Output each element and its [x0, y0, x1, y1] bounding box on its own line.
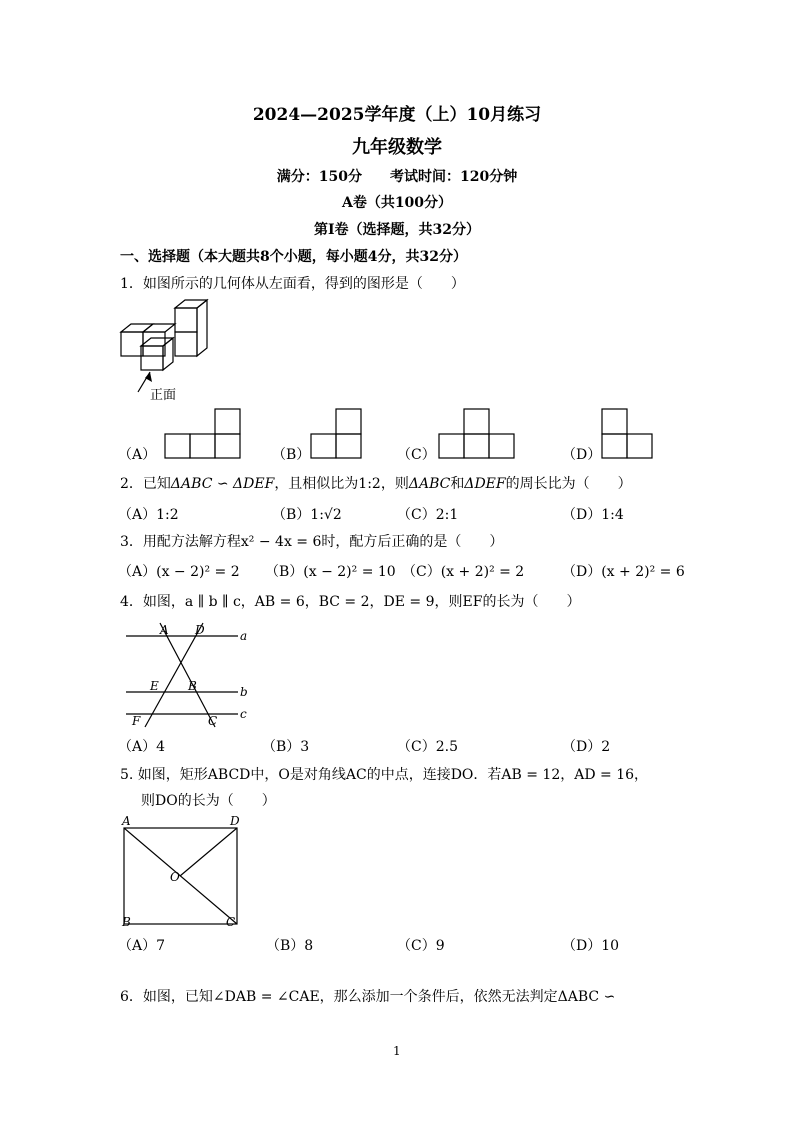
q3-option-b[interactable]: （B）(x − 2)² = 10	[265, 564, 396, 580]
q4-option-d[interactable]: （D）2	[562, 739, 611, 755]
q4-option-a[interactable]: （A）4	[118, 739, 166, 755]
q1-option-d-label[interactable]: （D）	[562, 447, 602, 463]
rect-point-d-label: D	[230, 814, 240, 828]
part-label: 第Ⅰ卷（选择题，共32分）	[313, 222, 481, 238]
q5-option-c[interactable]: （C）9	[397, 938, 445, 954]
q5-option-b[interactable]: （B）8	[266, 938, 314, 954]
rect-point-c-label: C	[226, 915, 236, 929]
q5-option-a[interactable]: （A）7	[118, 938, 166, 954]
q4-option-b[interactable]: （B）3	[262, 739, 310, 755]
question-5-stem-line-2: 则DO的长为（ ）	[141, 793, 276, 809]
q1-option-a-figure	[164, 408, 242, 459]
point-b-label: B	[188, 679, 197, 693]
front-direction-label: 正面	[150, 388, 177, 403]
question-2-stem	[120, 473, 632, 493]
page-number: 1	[393, 1044, 401, 1058]
point-d-label: D	[195, 623, 205, 637]
question-5-rectangle-figure	[118, 812, 248, 930]
rect-point-a-label: A	[122, 814, 131, 828]
q2-option-b[interactable]: （B）1:√2	[272, 507, 342, 523]
question-6-stem: 6．如图，已知∠DAB = ∠CAE，那么添加一个条件后，依然无法判定ΔABC ∽	[120, 989, 616, 1005]
q1-option-c-figure	[438, 408, 516, 459]
section-heading: 一、选择题（本大题共8个小题，每小题4分，共32分）	[120, 249, 467, 265]
q2-tail: 的周长比为（ ）	[505, 476, 632, 492]
question-4-parallel-lines-figure	[120, 618, 260, 730]
q3-option-c[interactable]: （C）(x + 2)² = 2	[402, 564, 525, 580]
q2-triangle-def: ΔDEF	[464, 476, 506, 492]
line-a-label: a	[240, 629, 248, 643]
q5-option-d[interactable]: （D）10	[562, 938, 620, 954]
segment-do	[180, 828, 237, 876]
point-e-label: E	[150, 679, 159, 693]
line-c-label: c	[240, 707, 247, 721]
q1-option-b-figure	[310, 408, 363, 459]
q2-triangle-abc: ΔABC	[408, 476, 451, 492]
question-1-stem: 1．如图所示的几何体从左面看，得到的图形是（ ）	[120, 276, 465, 292]
question-5-stem-line-1: 5. 如图，矩形ABCD中，O是对角线AC的中点，连接DO．若AB = 12，AD = 16，	[120, 767, 649, 783]
q2-number: 2．已知	[120, 476, 171, 492]
q2-similarity: ΔABC ∽ ΔDEF	[170, 476, 275, 492]
q2-and: 和	[450, 476, 465, 492]
q2-option-a[interactable]: （A）1:2	[118, 507, 179, 523]
q3-option-d[interactable]: （D）(x + 2)² = 6	[562, 564, 685, 580]
q1-option-c-label[interactable]: （C）	[397, 447, 436, 463]
q2-option-c[interactable]: （C）2:1	[397, 507, 459, 523]
q1-option-d-figure	[601, 408, 654, 459]
transversal-ac	[160, 623, 218, 728]
q3-option-a[interactable]: （A）(x − 2)² = 2	[118, 564, 240, 580]
point-a-label: A	[160, 623, 169, 637]
exam-title: 2024—2025学年度（上）10月练习	[252, 105, 542, 125]
exam-subject: 九年级数学	[352, 137, 442, 158]
q4-option-c[interactable]: （C）2.5	[397, 739, 458, 755]
line-b-label: b	[240, 685, 248, 699]
rect-point-b-label: B	[122, 915, 131, 929]
q1-option-a-label[interactable]: （A）	[118, 447, 157, 463]
point-f-label: F	[132, 714, 141, 728]
volume-label: A卷（共100分）	[341, 195, 453, 211]
point-c-label: C	[208, 714, 218, 728]
score-and-time: 满分：150分 考试时间：120分钟	[276, 169, 518, 185]
question-4-stem: 4．如图，a ∥ b ∥ c，AB = 6，BC = 2，DE = 9，则EF的长为（ ）	[120, 594, 581, 610]
q2-middle: ，且相似比为1:2，则	[274, 476, 409, 492]
q1-option-b-label[interactable]: （B）	[272, 447, 311, 463]
transversal-df	[145, 623, 203, 727]
rect-point-o-label: O	[170, 870, 180, 884]
q2-option-d[interactable]: （D）1:4	[562, 507, 624, 523]
question-3-stem: 3．用配方法解方程x² − 4x = 6时，配方后正确的是（ ）	[120, 534, 504, 550]
